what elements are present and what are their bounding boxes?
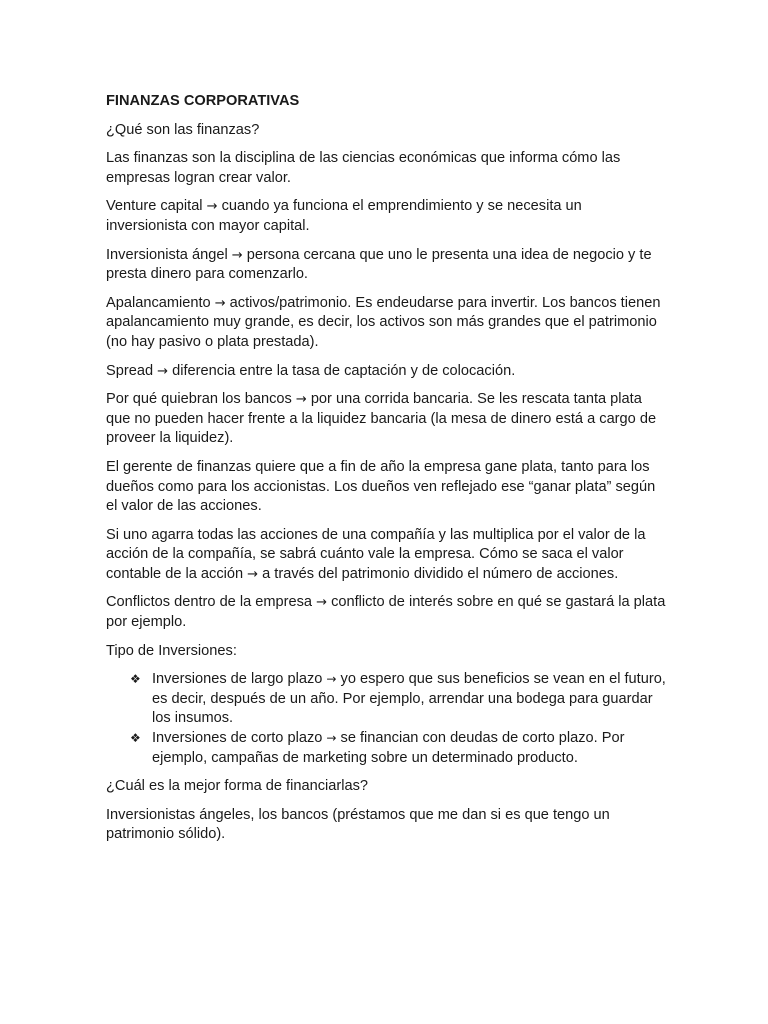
definition-text: diferencia entre la tasa de captación y de colocación. <box>168 362 516 379</box>
diamond-bullet-icon: ❖ <box>130 672 141 687</box>
question-best-financing: ¿Cuál es la mejor forma de financiarlas? <box>106 778 368 795</box>
definition-text: por una corrida bancaria. Se les rescata tanta plata que no pueden hacer frente a la liquidez bancaria (la mesa de dinero está a cargo de proveer la liquidez). <box>106 391 657 447</box>
document-title: FINANZAS CORPORATIVAS <box>106 93 300 109</box>
company-valuation-paragraph <box>106 526 666 585</box>
term-label: Por qué quiebran los bancos <box>106 391 296 408</box>
angel-investor-paragraph <box>106 246 666 285</box>
spread-paragraph <box>106 362 666 382</box>
diamond-bullet-icon: ❖ <box>130 731 141 746</box>
arrow-right-icon: → <box>214 295 226 311</box>
valuation-text-after: a través del patrimonio dividido el número de acciones. <box>258 565 619 582</box>
term-label: Inversiones de corto plazo <box>152 730 327 747</box>
definition-text: cuando ya funciona el emprendimiento y se necesita un inversionista con mayor capital. <box>106 198 582 234</box>
arrow-right-icon: → <box>206 199 218 215</box>
document-page <box>106 92 666 854</box>
venture-capital-paragraph <box>106 197 666 236</box>
definition-text: activos/patrimonio. Es endeudarse para invertir. Los bancos tienen apalancamiento muy grande, es decir, los activos son más grandes que el patrimonio (no hay pasivo o plata prestada). <box>106 294 661 350</box>
arrow-right-icon: → <box>295 392 307 408</box>
list-item <box>130 729 666 768</box>
leverage-paragraph <box>106 294 666 353</box>
term-label: Apalancamiento <box>106 294 215 311</box>
list-item <box>130 670 666 729</box>
valuation-text: Si uno agarra todas las acciones de una compañía y las multiplica por el valor de la acción de la compañía, se sabrá cuánto vale la empresa. Cómo se saca el valor contable de la acción <box>106 526 646 582</box>
definition-text: conflicto de interés sobre en qué se gastará la plata por ejemplo. <box>106 594 666 631</box>
arrow-right-icon: → <box>157 363 169 379</box>
term-label: Conflictos dentro de la empresa <box>106 594 317 611</box>
bank-failure-paragraph <box>106 390 666 449</box>
arrow-right-icon: → <box>316 595 328 611</box>
term-label: Spread <box>106 362 158 379</box>
definition-text: se financian con deudas de corto plazo. Por ejemplo, campañas de marketing sobre un determinado producto. <box>152 730 625 766</box>
investment-types-list <box>106 670 666 768</box>
definition-text: yo espero que sus beneficios se vean en el futuro, es decir, después de un año. Por ejemplo, arrendar una bodega para guardar los insumos. <box>152 671 666 727</box>
finance-definition: Las finanzas son la disciplina de las ciencias económicas que informa cómo las empresas logran crear valor. <box>106 150 621 186</box>
term-label: Inversionista ángel <box>106 246 232 263</box>
arrow-right-icon: → <box>231 247 243 263</box>
term-label: Inversiones de largo plazo <box>152 671 327 688</box>
arrow-right-icon: → <box>247 566 259 582</box>
conflicts-paragraph <box>106 593 666 632</box>
term-label: Venture capital <box>106 198 207 215</box>
best-financing-answer: Inversionistas ángeles, los bancos (préstamos que me dan si es que tengo un patrimonio sólido). <box>106 806 610 843</box>
question-what-are-finances: ¿Qué son las finanzas? <box>106 121 260 138</box>
finance-manager-paragraph: El gerente de finanzas quiere que a fin de año la empresa gane plata, tanto para los dueños como para los accionistas. Los dueños ven reflejado ese “ganar plata” según el valor de las acciones. <box>106 458 656 515</box>
investment-types-heading: Tipo de Inversiones: <box>106 642 237 659</box>
arrow-right-icon: → <box>326 672 337 687</box>
definition-text: persona cercana que uno le presenta una idea de negocio y te presta dinero para comenzarlo. <box>106 246 652 283</box>
arrow-right-icon: → <box>326 731 337 746</box>
